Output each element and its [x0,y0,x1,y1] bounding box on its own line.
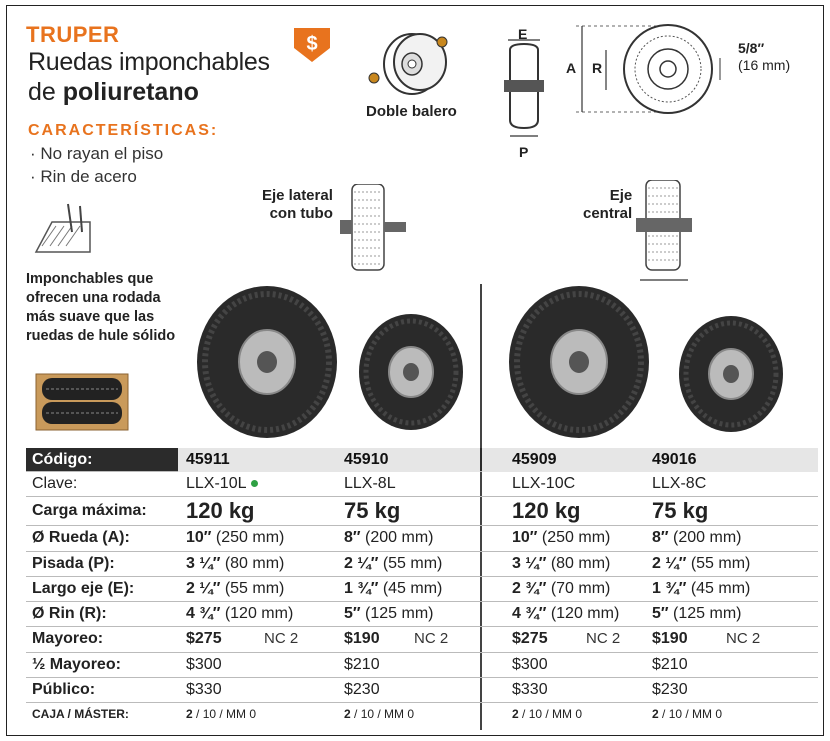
code-cell: 45909 [512,451,557,468]
dim-p-label: P [519,144,529,160]
central-axle-diagram [634,180,694,290]
table-row-caja [26,703,818,725]
code-cell: 45910 [344,451,389,468]
page-title-line2: de poliuretano [28,78,199,106]
dollar-tag-icon [290,26,338,64]
dim-a-label: A [566,60,577,76]
axle-length-cell: 1 ¾″ (45 mm) [344,579,443,597]
row-label: Pisada (P): [32,554,115,572]
wheel-cell: 8″ (200 mm) [344,529,434,547]
axle-length-cell: 2 ¼″ (55 mm) [186,579,285,597]
puncture-description: Imponchables que ofrecen una rodada más suave que las ruedas de hule sólido [26,271,176,344]
box-cell: 2 / 10 / MM 0 [186,707,257,722]
box-cell: 2 / 10 / MM 0 [344,707,415,722]
rim-cell: 5″ (125 mm) [652,605,742,623]
load-cell: 75 kg [344,498,401,524]
price-cell: $230 [344,681,380,699]
price-cell: $330 [186,681,222,699]
price-cell: $230 [652,681,688,699]
table-row-mayoreo [26,627,818,652]
feature-item: · Rin de acero [30,167,137,186]
table-row-rin [26,602,818,627]
key-cell: LLX-10C [512,475,576,492]
nc-badge: NC 2 [726,630,761,648]
wheel-profile-diagram [496,24,556,158]
axle-length-cell: 2 ¾″ (70 mm) [512,579,611,597]
tire-image-large-central [504,282,654,442]
row-label: CAJA / MÁSTER: [32,707,129,722]
price-cell: $210 [652,655,688,673]
table-row-codigo [26,448,818,472]
nc-badge: NC 2 [264,630,299,648]
load-cell: 75 kg [652,498,709,524]
wheel-cell: 10″ (250 mm) [186,529,285,547]
price-cell: $330 [512,681,548,699]
features-list [30,142,163,188]
row-label: Público: [32,681,96,699]
box-cell: 2 / 10 / MM 0 [512,707,583,722]
price-cell: $275 [512,630,548,648]
wheel-cell: 10″ (250 mm) [512,529,611,547]
code-cell: 49016 [652,451,697,468]
table-row-pisada [26,552,818,577]
row-label: Código: [32,451,93,468]
row-label: Carga máxima: [32,502,147,520]
code-cell: 45911 [186,451,230,468]
price-cell: $190 [652,630,688,648]
svg-text:$: $ [306,33,318,55]
axle-length-cell: 1 ¾″ (45 mm) [652,579,751,597]
row-label: Ø Rueda (A): [32,529,130,547]
table-row-carga [26,497,818,526]
row-label: Largo eje (E): [32,579,135,597]
tire-image-small-central [676,312,786,436]
central-axle-label: Eje central [583,187,633,222]
price-cell: $275 [186,630,222,648]
page-title-line1: Ruedas imponchables [28,48,270,76]
table-row-medio-mayoreo [26,653,818,678]
lateral-axle-diagram [340,184,408,274]
features-heading: CARACTERÍSTICAS: [28,122,219,139]
brand-logo: TRUPER [26,22,120,47]
table-row-clave [26,472,818,497]
double-bearing-icon [366,24,466,104]
feature-item: · No rayan el piso [30,144,164,163]
tread-cell: 2 ¼″ (55 mm) [652,554,751,572]
nail-tire-icon [32,202,92,260]
bearing-label: Doble balero [366,103,457,120]
tire-box-image [34,368,130,432]
rim-cell: 5″ (125 mm) [344,605,434,623]
table-row-rueda [26,526,818,551]
row-label: Ø Rin (R): [32,605,107,623]
load-cell: 120 kg [512,498,581,524]
table-row-largo [26,577,818,602]
tire-image-small [356,310,466,434]
wheel-cell: 8″ (200 mm) [652,529,742,547]
row-label: Mayoreo: [32,630,104,648]
key-cell: LLX-10L [186,475,258,493]
nc-badge: NC 2 [586,630,621,648]
lateral-axle-label: Eje lateral con tubo [262,187,333,222]
tread-cell: 2 ¼″ (55 mm) [344,554,443,572]
load-cell: 120 kg [186,498,255,524]
price-cell: $210 [344,655,380,673]
shaft-dimension-note: 5/8″ (16 mm) [738,40,791,73]
rim-cell: 4 ¾″ (120 mm) [186,605,294,623]
tread-cell: 3 ¼″ (80 mm) [512,554,611,572]
tire-image-large [192,282,342,442]
dim-r-label: R [592,60,603,76]
price-cell: $300 [512,655,548,673]
key-cell: LLX-8C [652,475,707,492]
row-label: Clave: [32,475,78,492]
price-cell: $190 [344,630,380,648]
dim-e-label: E [518,26,528,42]
price-cell: $300 [186,655,222,673]
rim-cell: 4 ¾″ (120 mm) [512,605,620,623]
key-cell: LLX-8L [344,475,396,492]
nc-badge: NC 2 [414,630,449,648]
specs-table [26,448,818,725]
tread-cell: 3 ¼″ (80 mm) [186,554,285,572]
table-row-publico [26,678,818,703]
box-cell: 2 / 10 / MM 0 [652,707,723,722]
status-dot-icon [251,480,258,487]
row-label: ½ Mayoreo: [32,655,121,673]
